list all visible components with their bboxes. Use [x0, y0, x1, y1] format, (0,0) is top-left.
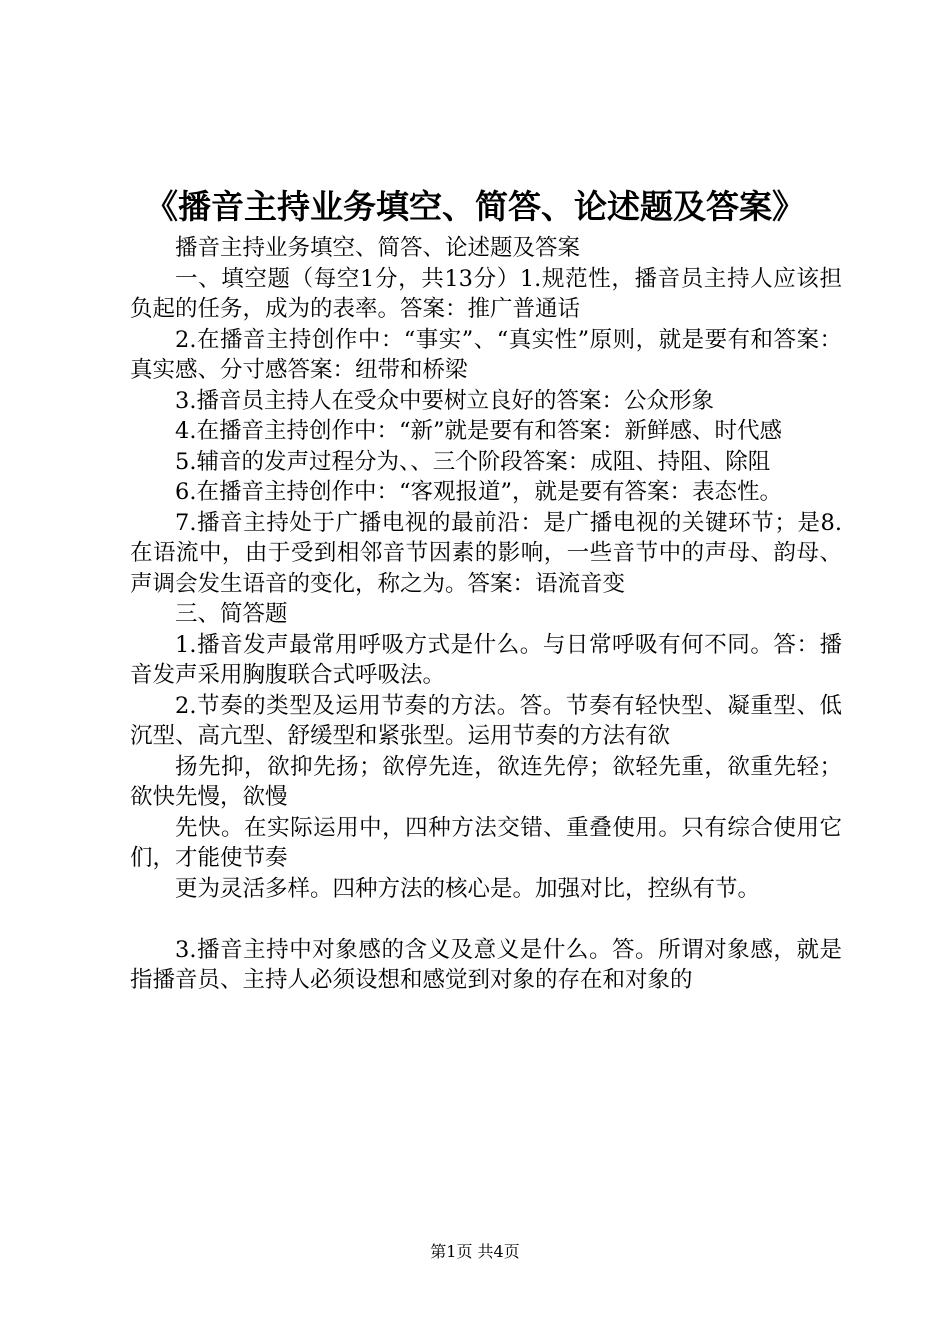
- paragraph: 扬先抑，欲抑先扬；欲停先连，欲连先停；欲轻先重，欲重先轻；欲快先慢，欲慢: [130, 753, 842, 810]
- page-title: 《播音主持业务填空、简答、论述题及答案》: [145, 187, 805, 226]
- paragraph: 播音主持业务填空、简答、论述题及答案: [175, 235, 581, 261]
- paragraph: 4.在播音主持创作中：“新”就是要有和答案：新鲜感、时代感: [175, 418, 782, 444]
- paragraph: 3.播音主持中对象感的含义及意义是什么。答。所谓对象感，就是指播音员、主持人必须设想和感觉到对象的存在和对象的: [130, 936, 842, 993]
- paragraph: 一、填空题（每空1分，共13分）1.规范性，播音员主持人应该担负起的任务，成为的表率。答案：推广普通话: [130, 265, 842, 322]
- section-heading: 三、简答题: [175, 601, 288, 627]
- page-number: 第1页 共4页: [430, 1242, 520, 1261]
- paragraph: 7.播音主持处于广播电视的最前沿：是广播电视的关键环节；是8.在语流中，由于受到相邻音节因素的影响，一些音节中的声母、韵母、声调会发生语音的变化，称之为。答案：语流音变: [130, 509, 842, 597]
- document-body: [130, 233, 842, 996]
- paragraph: 1.播音发声最常用呼吸方式是什么。与日常呼吸有何不同。答：播音发声采用胸腹联合式呼吸法。: [130, 631, 842, 688]
- paragraph: 2.在播音主持创作中：“事实”、“真实性”原则，就是要有和答案：真实感、分寸感答案：纽带和桥梁: [130, 326, 842, 383]
- paragraph: 5.辅音的发声过程分为、、三个阶段答案：成阻、持阻、除阻: [175, 448, 771, 475]
- paragraph: 3.播音员主持人在受众中要树立良好的答案：公众形象: [175, 387, 714, 414]
- paragraph: 6.在播音主持创作中：“客观报道”，就是要有答案：表态性。: [175, 479, 782, 505]
- paragraph: 更为灵活多样。四种方法的核心是。加强对比，控纵有节。: [175, 875, 761, 902]
- paragraph: 2.节奏的类型及运用节奏的方法。答。节奏有轻快型、凝重型、低沉型、高亢型、舒缓型和紧张型。运用节奏的方法有欲: [130, 692, 842, 749]
- paragraph: 先快。在实际运用中，四种方法交错、重叠使用。只有综合使用它们，才能使节奏: [130, 814, 842, 871]
